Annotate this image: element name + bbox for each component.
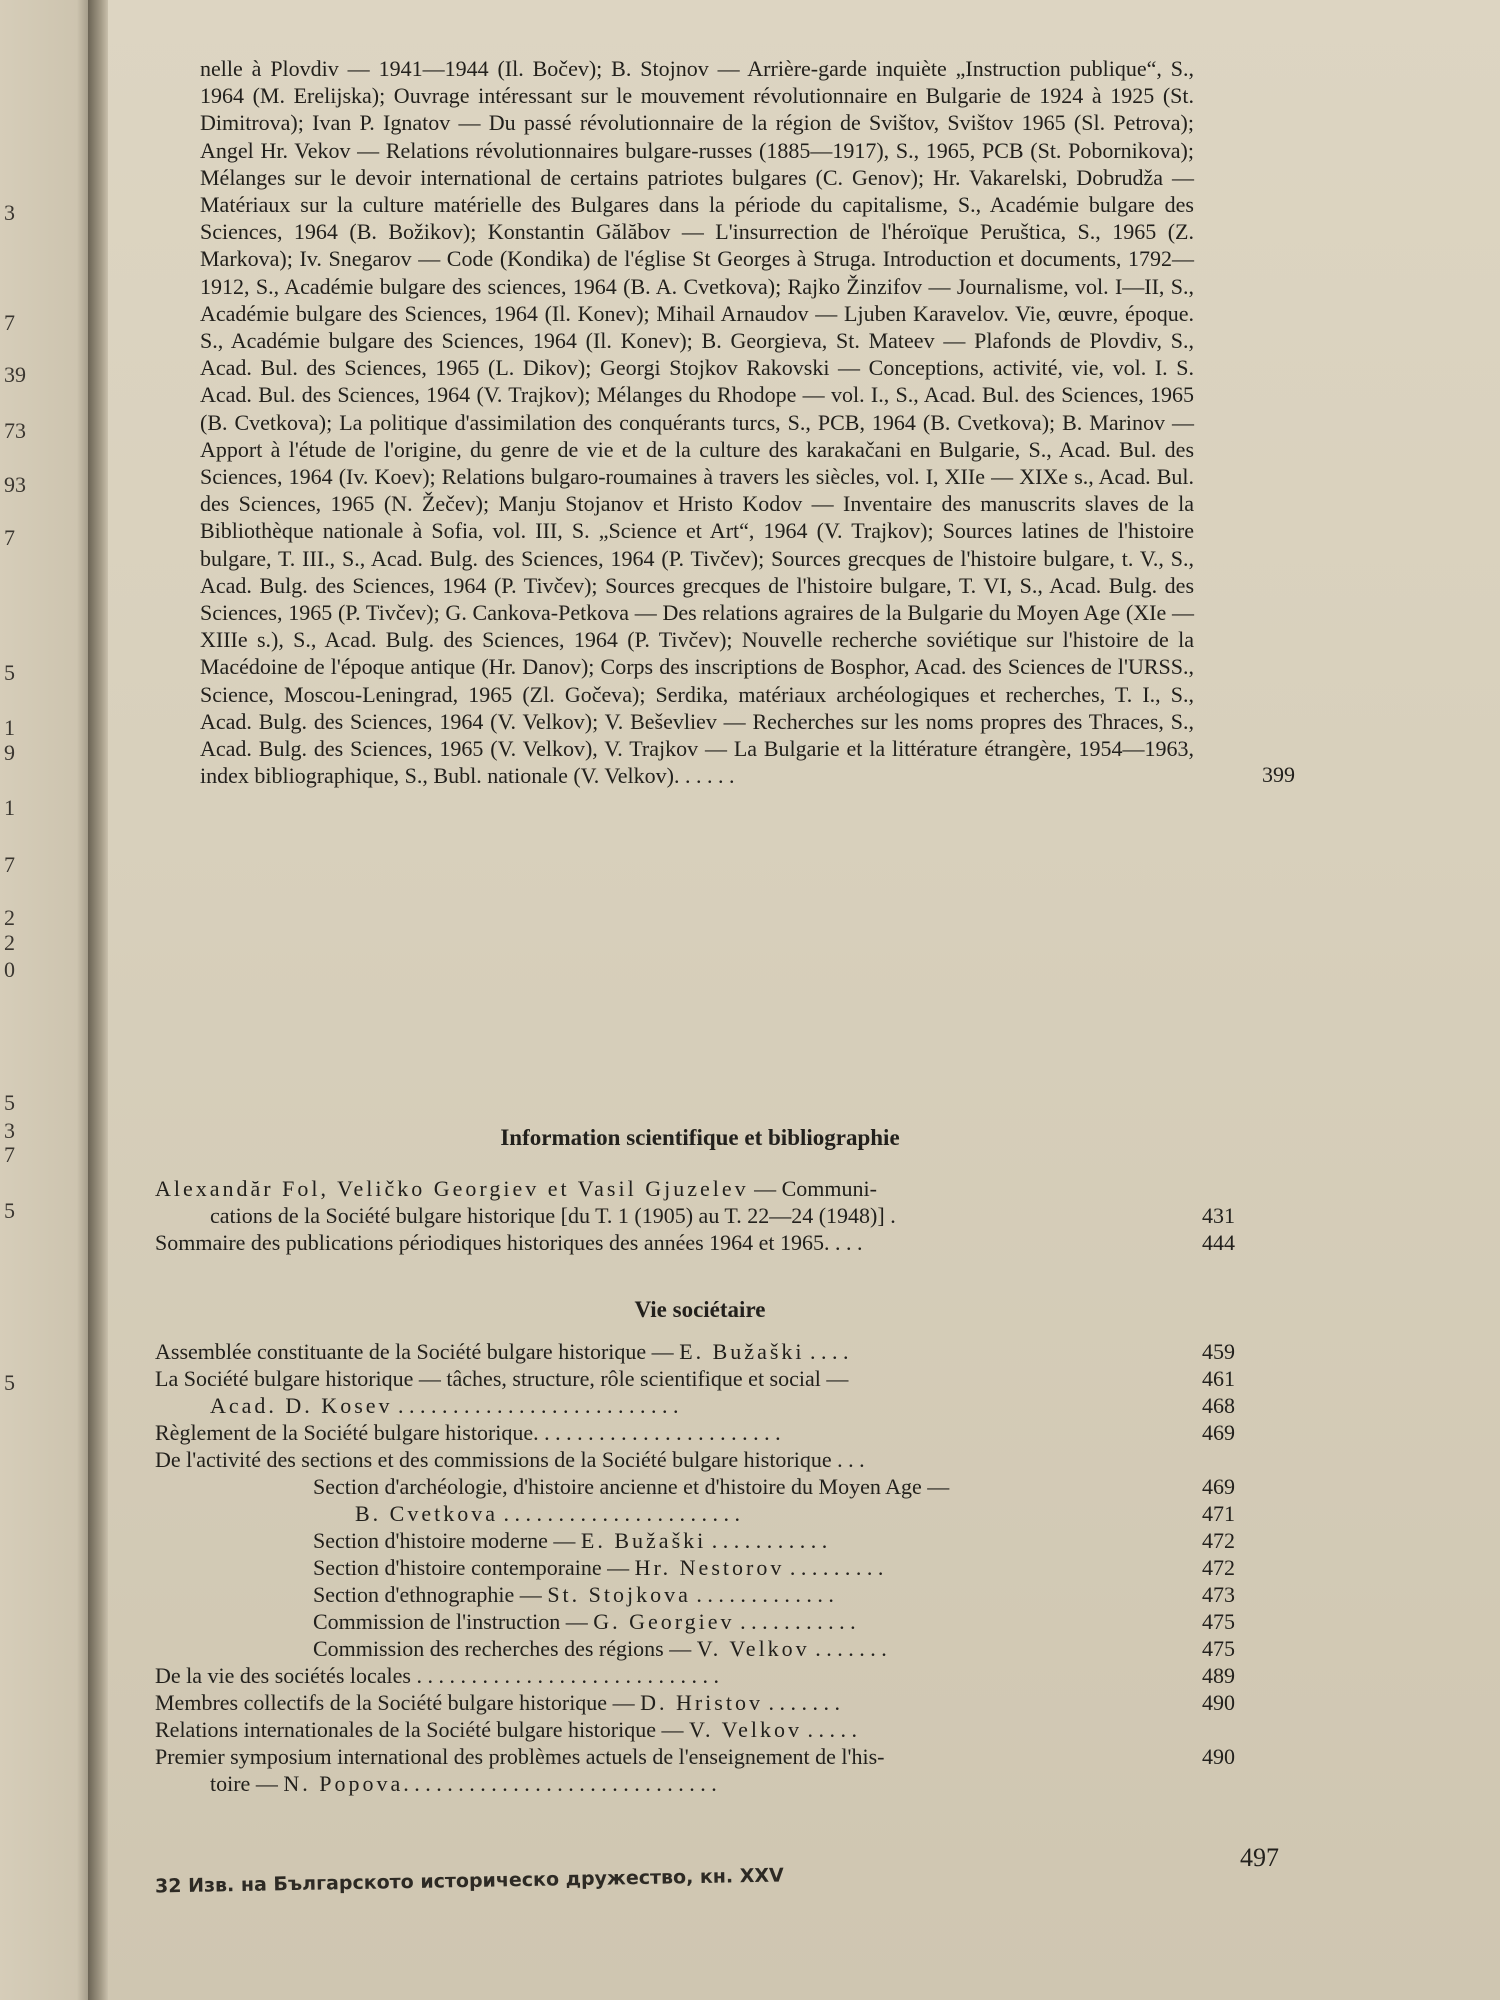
- toc-entry-text: Règlement de la Société bulgare historique.: [155, 1420, 539, 1445]
- toc-entry-text: Section d'archéologie, d'histoire ancienne et d'histoire du Moyen Age —: [313, 1474, 950, 1499]
- toc-page-number: 490: [1202, 1744, 1235, 1769]
- margin-number: 2: [4, 905, 15, 930]
- toc-leader-dots: . . . . . . . . .: [784, 1555, 884, 1580]
- toc-entry: [155, 1635, 1255, 1662]
- section-title-vie-societaire: Vie sociétaire: [634, 1297, 766, 1322]
- book-gutter: [88, 0, 110, 2000]
- margin-number: 1: [4, 715, 15, 740]
- toc-leader-dots: . . . . . . . . . . . . . . . . . . . . . . . . . .: [392, 1393, 679, 1418]
- margin-number: 9: [4, 740, 15, 765]
- toc-entry: [155, 1500, 1255, 1527]
- toc-entry: [155, 1581, 1255, 1608]
- paragraph-page-number: 399: [1262, 762, 1295, 787]
- toc-leader-dots: . . . . . . .: [762, 1690, 840, 1715]
- toc-entry-text: Assemblée constituante de la Société bulgare historique —: [155, 1339, 680, 1364]
- toc-leader-dots: . . . . .: [801, 1717, 857, 1742]
- bibliography-paragraph: nelle à Plovdiv — 1941—1944 (Il. Bočev); B. Stojnov — Arrière-garde inquiète „Instruction publique“, S., 1964 (M. Erelijska); Ouvrage intéressant sur le mouvement révolutionnaire en Bulgarie de 1924 à 1925 (St. Dimitrova); Ivan P. Ignatov — Du passé révolutionnaire de la région de Svištov, Svištov 1965 (Sl. Petrova); Angel Hr. Vekov — Relations révolutionnaires bulgare-russes (1885—1917), S., 1965, PCB (St. Pobornikova); Mélanges sur le devoir international de certains patriotes bulgares (C. Genov); Hr. Vakarelski, Dobrudža — Matériaux sur la culture matérielle des Bulgares dans la période du capitalisme, S., Académie bulgare des Sciences, 1964 (B. Božikov); Konstantin Gălăbov — L'insurrection de l'héroïque Peruštica, S., 1965 (Z. Markova); Iv. Snegarov — Code (Kondika) de l'église St Georges à Struga. Introduction et documents, 1792—1912, S., Académie bulgare des sciences, 1964 (B. A. Cvetkova); Rajko Žinzifov — Journalisme, vol. I—II, S., Académie bulgare des Sciences, 1964 (Il. Konev); Mihail Arnaudov — Ljuben Karavelov. Vie, œuvre, époque. S., Académie bulgare des Sciences, 1964 (Il. Konev); B. Georgieva, St. Mateev — Plafonds de Plovdiv, S., Acad. Bul. des Sciences, 1965 (L. Dikov); Georgi Stojkov Rakovski — Conceptions, activité, vie, vol. I. S. Acad. Bul. des Sciences, 1964 (V. Trajkov); Mélanges du Rhodope — vol. I., S., Acad. Bul. des Sciences, 1965 (B. Cvetkova); La politique d'assimilation des conquérants turcs, S., PCB, 1964 (B. Cvetkova); B. Marinov — Apport à l'étude de l'origine, du genre de vie et de la culture des karakačani en Bulgarie, S., Acad. Bul. des Sciences, 1964 (Iv. Koev); Relations bulgaro-roumaines à travers les siècles, vol. I, XIIe — XIXe s., Acad. Bul. des Sciences, 1965 (N. Žečev); Manju Stojanov et Hristo Kodov — Inventaire des manuscrits slaves de la Bibliothèque nationale à Sofia, vol. III, S. „Science et Art“, 1964 (V. Trajkov); Sources latines de l'histoire bulgare, T. III., S., Acad. Bulg. des Sciences, 1964 (P. Tivčev); Sources grecques de l'histoire bulgare, t. V., S., Acad. Bulg. des Sciences, 1964 (P. Tivčev); Sources grecques de l'histoire bulgare, T. VI, S., Acad. Bulg. des Sciences, 1965 (P. Tivčev); G. Cankova-Petkova — Des relations agraires de la Bulgarie du Moyen Age (XIe —XIIIe s.), S., Acad. Bulg. des Sciences, 1964 (P. Tivčev); Nouvelle recherche soviétique sur l'histoire de la Macédoine de l'époque antique (Hr. Danov); Corps des inscriptions de Bosphor, Acad. des Sciences de l'URSS., Science, Moscou-Leningrad, 1965 (Zl. Gočeva); Serdika, matériaux archéologiques et recherches, T. I., S., Acad. Bulg. des Sciences, 1964 (V. Velkov); V. Beševliev — Recherches sur les noms propres des Thraces, S., Acad. Bulg. des Sciences, 1965 (V. Velkov), V. Trajkov — La Bulgarie et la littérature étrangère, 1954—1963, index bibliographique, S., Bubl. nationale (V. Velkov). . . . . .: [200, 56, 1194, 789]
- margin-number: 5: [4, 1370, 15, 1395]
- toc-entry-text: Commission de l'instruction —: [313, 1609, 594, 1634]
- toc-entry-text: toire —: [210, 1771, 284, 1796]
- toc-entry-text: De la vie des sociétés locales: [155, 1663, 411, 1688]
- toc-author: N. Popova: [283, 1771, 404, 1796]
- toc-leader-dots: . . . . . . . . . . . . . . . . . . . . . .: [538, 1420, 781, 1445]
- toc-leader-dots: . . . . . . . . . . . . . . . . . . . . . . . . . . . .: [410, 1663, 719, 1688]
- toc-page-number: 472: [1202, 1528, 1235, 1553]
- toc-page-number: 431: [1202, 1203, 1235, 1228]
- toc-entry: [155, 1229, 1255, 1256]
- toc-page-number: 471: [1202, 1501, 1235, 1526]
- toc-entry: [155, 1527, 1255, 1554]
- toc-author: G. Georgiev: [593, 1609, 735, 1634]
- toc-entry-text: cations de la Société bulgare historique [du T. 1 (1905) au T. 22—24 (1948)] .: [210, 1203, 896, 1228]
- toc-entry: [155, 1338, 1255, 1365]
- toc-entry: [155, 1175, 1255, 1202]
- margin-number: 3: [4, 1118, 15, 1143]
- toc-leader-dots: . . . . . . . . . . . . .: [690, 1582, 834, 1607]
- toc-entry: [155, 1608, 1255, 1635]
- toc-entry: [155, 1473, 1255, 1500]
- main-text-block: [200, 55, 1295, 789]
- toc-leader-dots: . . . . . . . . . . .: [734, 1609, 856, 1634]
- margin-number: 7: [4, 1142, 15, 1167]
- toc-entry-text: Section d'histoire moderne —: [313, 1528, 581, 1553]
- toc-author: E. Bužaški: [580, 1528, 707, 1553]
- toc-entry: [155, 1743, 1255, 1770]
- toc-author: V. Velkov: [696, 1636, 810, 1661]
- toc-page-number: 468: [1202, 1393, 1235, 1418]
- toc-entry-text: Sommaire des publications périodiques historiques des années 1964 et 1965. . . .: [155, 1230, 863, 1255]
- toc-entry: [155, 1446, 1255, 1473]
- toc-entry: [155, 1689, 1255, 1716]
- toc-entry: [155, 1662, 1255, 1689]
- margin-number: 5: [4, 660, 15, 685]
- toc-entry-text: Relations internationales de la Société bulgare historique —: [155, 1717, 689, 1742]
- margin-number: 39: [4, 362, 26, 387]
- toc-page-number: 461: [1202, 1366, 1235, 1391]
- margin-number: 1: [4, 795, 15, 820]
- toc-author: D. Hristov: [640, 1690, 763, 1715]
- toc-page-number: 472: [1202, 1555, 1235, 1580]
- section-title-information: Information scientifique et bibliographie: [500, 1125, 900, 1150]
- toc-author: St. Stojkova: [547, 1582, 691, 1607]
- toc-leader-dots: . . . . . . . . . . . . . . . . . . . . . .: [498, 1501, 740, 1526]
- toc-author: B. Cvetkova: [355, 1501, 498, 1526]
- toc-entry-text: Section d'histoire contemporaine —: [313, 1555, 635, 1580]
- margin-number: 93: [4, 472, 26, 497]
- toc-author: E. Bužaški: [679, 1339, 805, 1364]
- toc-entry: [155, 1202, 1255, 1229]
- toc-entry: [155, 1770, 1255, 1797]
- toc-page-number: 475: [1202, 1609, 1235, 1634]
- toc-leader-dots: . . . . . . . . . . . . . . . . . . . . . . . . . . . . .: [403, 1771, 717, 1796]
- margin-number: 7: [4, 852, 15, 877]
- toc-entry-text: Section d'ethnographie —: [313, 1582, 548, 1607]
- margin-number: 7: [4, 525, 15, 550]
- toc-leader-dots: . . .: [831, 1447, 865, 1472]
- toc-entry: [155, 1392, 1255, 1419]
- toc-leader-dots: . . . . . . . . . . .: [706, 1528, 828, 1553]
- toc-leader-dots: . . . . . . .: [809, 1636, 887, 1661]
- toc-information-section: [155, 1175, 1255, 1256]
- margin-number: 5: [4, 1090, 15, 1115]
- margin-number: 5: [4, 1198, 15, 1223]
- toc-entry-text: Commission des recherches des régions —: [313, 1636, 697, 1661]
- toc-page-number: 459: [1202, 1339, 1235, 1364]
- last-page-number: 497: [1240, 1843, 1279, 1872]
- toc-entry: [155, 1419, 1255, 1446]
- page-footer: 32 Изв. на Българското историческо дружество, кн. XXV: [154, 1864, 784, 1898]
- toc-author: Hr. Nestorov: [634, 1555, 785, 1580]
- margin-number: 3: [4, 200, 15, 225]
- toc-page-number: 490: [1202, 1690, 1235, 1715]
- margin-number: 0: [4, 957, 15, 982]
- toc-page-number: 473: [1202, 1582, 1235, 1607]
- toc-entry-text: De l'activité des sections et des commissions de la Société bulgare historique: [155, 1447, 832, 1472]
- toc-page-number: 475: [1202, 1636, 1235, 1661]
- toc-entry: [155, 1554, 1255, 1581]
- toc-author: Acad. D. Kosev: [210, 1393, 393, 1418]
- toc-entry-text: Membres collectifs de la Société bulgare historique —: [155, 1690, 641, 1715]
- toc-entry: [155, 1365, 1255, 1392]
- toc-entry-text: — Communi-: [748, 1176, 877, 1201]
- toc-author: Alexandăr Fol, Veličko Georgiev et Vasil Gjuzelev: [155, 1176, 749, 1201]
- toc-leader-dots: . . . .: [804, 1339, 849, 1364]
- toc-entry-text: La Société bulgare historique — tâches, structure, rôle scientifique et social —: [155, 1366, 849, 1391]
- margin-number: 7: [4, 310, 15, 335]
- margin-number: 2: [4, 930, 15, 955]
- toc-page-number: 489: [1202, 1663, 1235, 1688]
- toc-author: V. Velkov: [688, 1717, 802, 1742]
- margin-number: 73: [4, 418, 26, 443]
- toc-page-number: 444: [1202, 1230, 1235, 1255]
- toc-vie-societaire-section: [155, 1338, 1255, 1797]
- toc-page-number: 469: [1202, 1474, 1235, 1499]
- toc-entry: [155, 1716, 1255, 1743]
- left-page-edge: [0, 0, 96, 2000]
- toc-entry-text: Premier symposium international des problèmes actuels de l'enseignement de l'his-: [155, 1744, 885, 1769]
- toc-page-number: 469: [1202, 1420, 1235, 1445]
